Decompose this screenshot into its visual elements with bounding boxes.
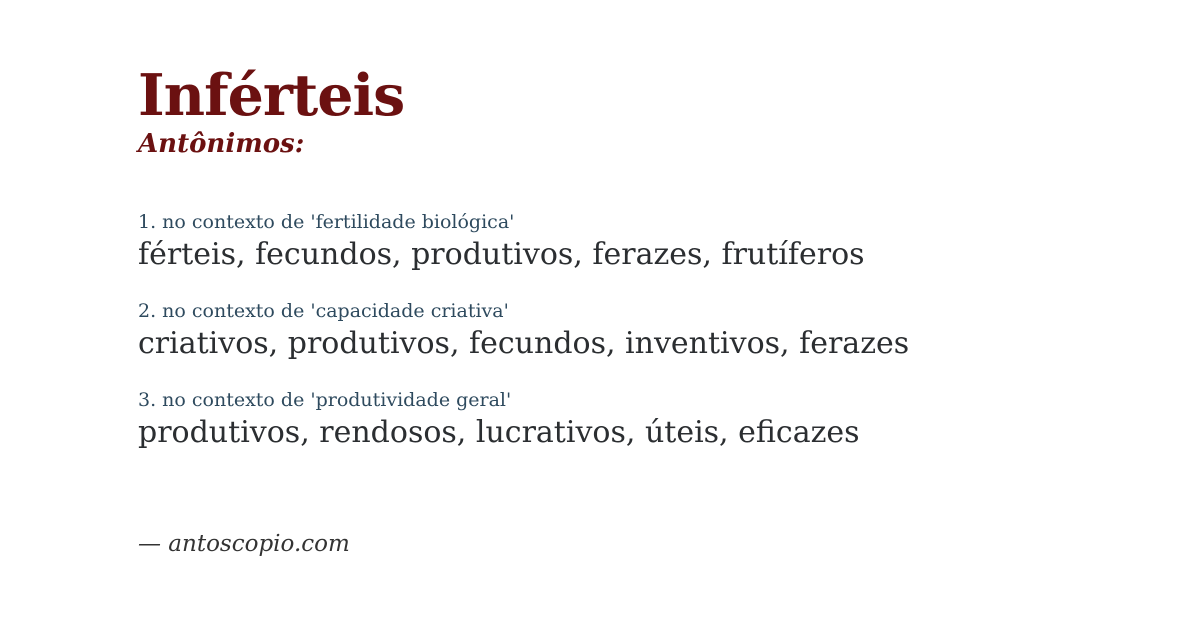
antonym-section-2	[138, 299, 1140, 364]
antonym-section-3	[138, 388, 1140, 453]
source-attribution: — antoscopio.com	[138, 530, 350, 557]
antonyms-subtitle: Antônimos:	[138, 128, 305, 159]
section-1-antonym-words: férteis, fecundos, produtivos, ferazes, frutíferos	[138, 236, 865, 272]
section-3-antonym-words: produtivos, rendosos, lucrativos, úteis, eficazes	[138, 414, 860, 450]
antonym-section-1	[138, 210, 1140, 275]
section-3-context-label: 3. no contexto de 'produtividade geral'	[138, 388, 512, 411]
section-1-context-label: 1. no contexto de 'fertilidade biológica'	[138, 210, 515, 233]
antonym-sections	[138, 210, 1140, 453]
page-title: Inférteis	[138, 62, 405, 129]
section-2-context-label: 2. no contexto de 'capacidade criativa'	[138, 299, 509, 322]
section-2-antonym-words: criativos, produtivos, fecundos, inventivos, ferazes	[138, 325, 910, 361]
